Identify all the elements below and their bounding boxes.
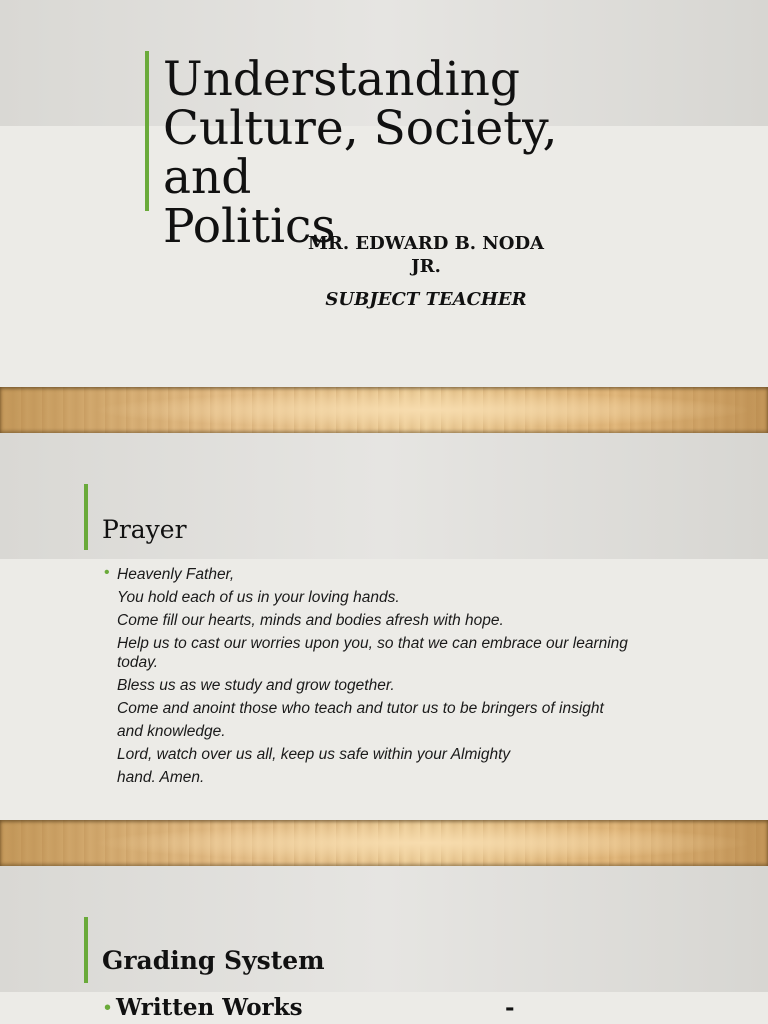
prayer-line: Come and anoint those who teach and tutor us to be bringers of insight <box>117 700 604 717</box>
prayer-line: You hold each of us in your loving hands. <box>117 589 400 606</box>
teacher-role: SUBJECT TEACHER <box>325 289 527 310</box>
grading-dash: - <box>505 994 515 1021</box>
bullet-icon: • <box>104 997 112 1019</box>
slide-divider <box>0 820 768 866</box>
presentation-title <box>163 52 558 254</box>
bullet-icon: • <box>104 564 110 581</box>
accent-bar <box>145 51 149 211</box>
prayer-line: and knowledge. <box>117 723 226 740</box>
title-line: Understanding <box>163 52 521 107</box>
accent-bar <box>84 917 88 983</box>
teacher-name <box>290 232 562 278</box>
title-line: Politics <box>163 199 336 254</box>
grading-item: Written Works <box>116 994 303 1021</box>
slide-divider <box>0 387 768 433</box>
title-line: Culture, Society, <box>163 101 558 156</box>
slide-title <box>0 0 768 387</box>
slide-title: Grading System <box>102 946 325 975</box>
prayer-line: Help us to cast our worries upon you, so that we can embrace our learning <box>117 635 628 652</box>
prayer-line: Bless us as we study and grow together. <box>117 677 395 694</box>
prayer-line: today. <box>117 654 159 671</box>
prayer-line: Lord, watch over us all, keep us safe within your Almighty <box>117 746 511 763</box>
title-line: and <box>163 150 252 205</box>
prayer-line: Heavenly Father, <box>117 566 235 583</box>
teacher-name-line: JR. <box>411 256 441 277</box>
slide-title: Prayer <box>102 515 187 544</box>
prayer-line: Come fill our hearts, minds and bodies afresh with hope. <box>117 612 504 629</box>
accent-bar <box>84 484 88 550</box>
teacher-name-line: MR. EDWARD B. NODA <box>307 233 545 254</box>
prayer-line: hand. Amen. <box>117 769 205 786</box>
